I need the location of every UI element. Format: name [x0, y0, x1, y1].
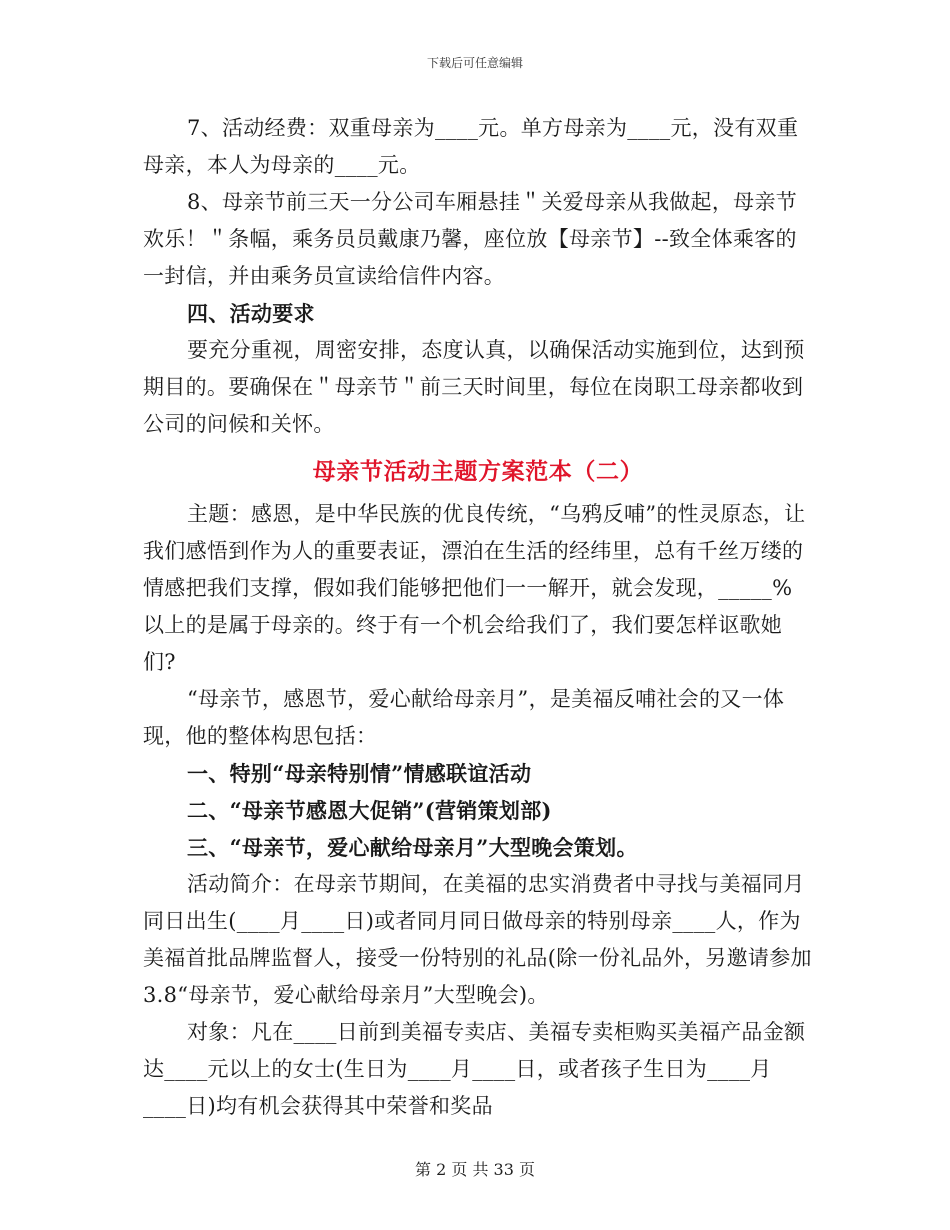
paragraph-activity-intro: 活动简介：在母亲节期间，在美福的忠实消费者中寻找与美福同月同日出生(____月____日)或者同月同日做母亲的特别母亲____人，作为美福首批品牌监督人，接受一份特别的礼品(除一份礼品外，另邀请参加3.8“母亲节，爱心献给母亲月”大型晚会)。 — [143, 872, 812, 1007]
heading-item-1: 一、特别“母亲特别情”情感联谊活动 — [187, 761, 532, 786]
paragraph-target: 对象：凡在____日前到美福专卖店、美福专卖柜购买美福产品金额达____元以上的女士(生日为____月____日，或者孩子生日为____月____日)均有机会获得其中荣誉和奖品 — [143, 1020, 806, 1118]
document-body — [143, 110, 813, 1125]
section-title: 母亲节活动主题方案范本（二） — [312, 458, 644, 485]
paragraph-overview: “母亲节，感恩节，爱心献给母亲月”，是美福反哺社会的又一体现，他的整体构思包括： — [143, 687, 785, 748]
page-header: 下载后可任意编辑 — [426, 56, 523, 70]
heading-item-3: 三、“母亲节，爱心献给母亲月”大型晚会策划。 — [187, 835, 638, 860]
heading-requirements: 四、活动要求 — [187, 301, 315, 326]
paragraph-theme: 主题：感恩，是中华民族的优良传统，“乌鸦反哺”的性灵原态，让我们感悟到作为人的重要表证，漂泊在生活的经纬里，总有千丝万缕的情感把我们支撑，假如我们能够把他们一一解开，就会发现，_____%以上的是属于母亲的。终于有一个机会给我们了，我们要怎样讴歌她们? — [143, 502, 806, 674]
page-footer: 第 2 页 共 33 页 — [415, 1160, 535, 1179]
heading-item-2: 二、“母亲节感恩大促销”(营销策划部) — [187, 798, 552, 823]
paragraph-banner: 8、母亲节前三天一分公司车厢悬挂＂关爱母亲从我做起，母亲节欢乐！＂条幅，乘务员员戴康乃馨，座位放【母亲节】--致全体乘客的一封信，并由乘务员宣读给信件内容。 — [143, 190, 798, 288]
paragraph-activity-budget: 7、活动经费：双重母亲为____元。单方母亲为____元，没有双重母亲，本人为母亲的____元。 — [143, 116, 799, 177]
paragraph-requirements: 要充分重视，周密安排，态度认真，以确保活动实施到位，达到预期目的。要确保在＂母亲节＂前三天时间里，每位在岗职工母亲都收到公司的问候和关怀。 — [143, 338, 805, 436]
